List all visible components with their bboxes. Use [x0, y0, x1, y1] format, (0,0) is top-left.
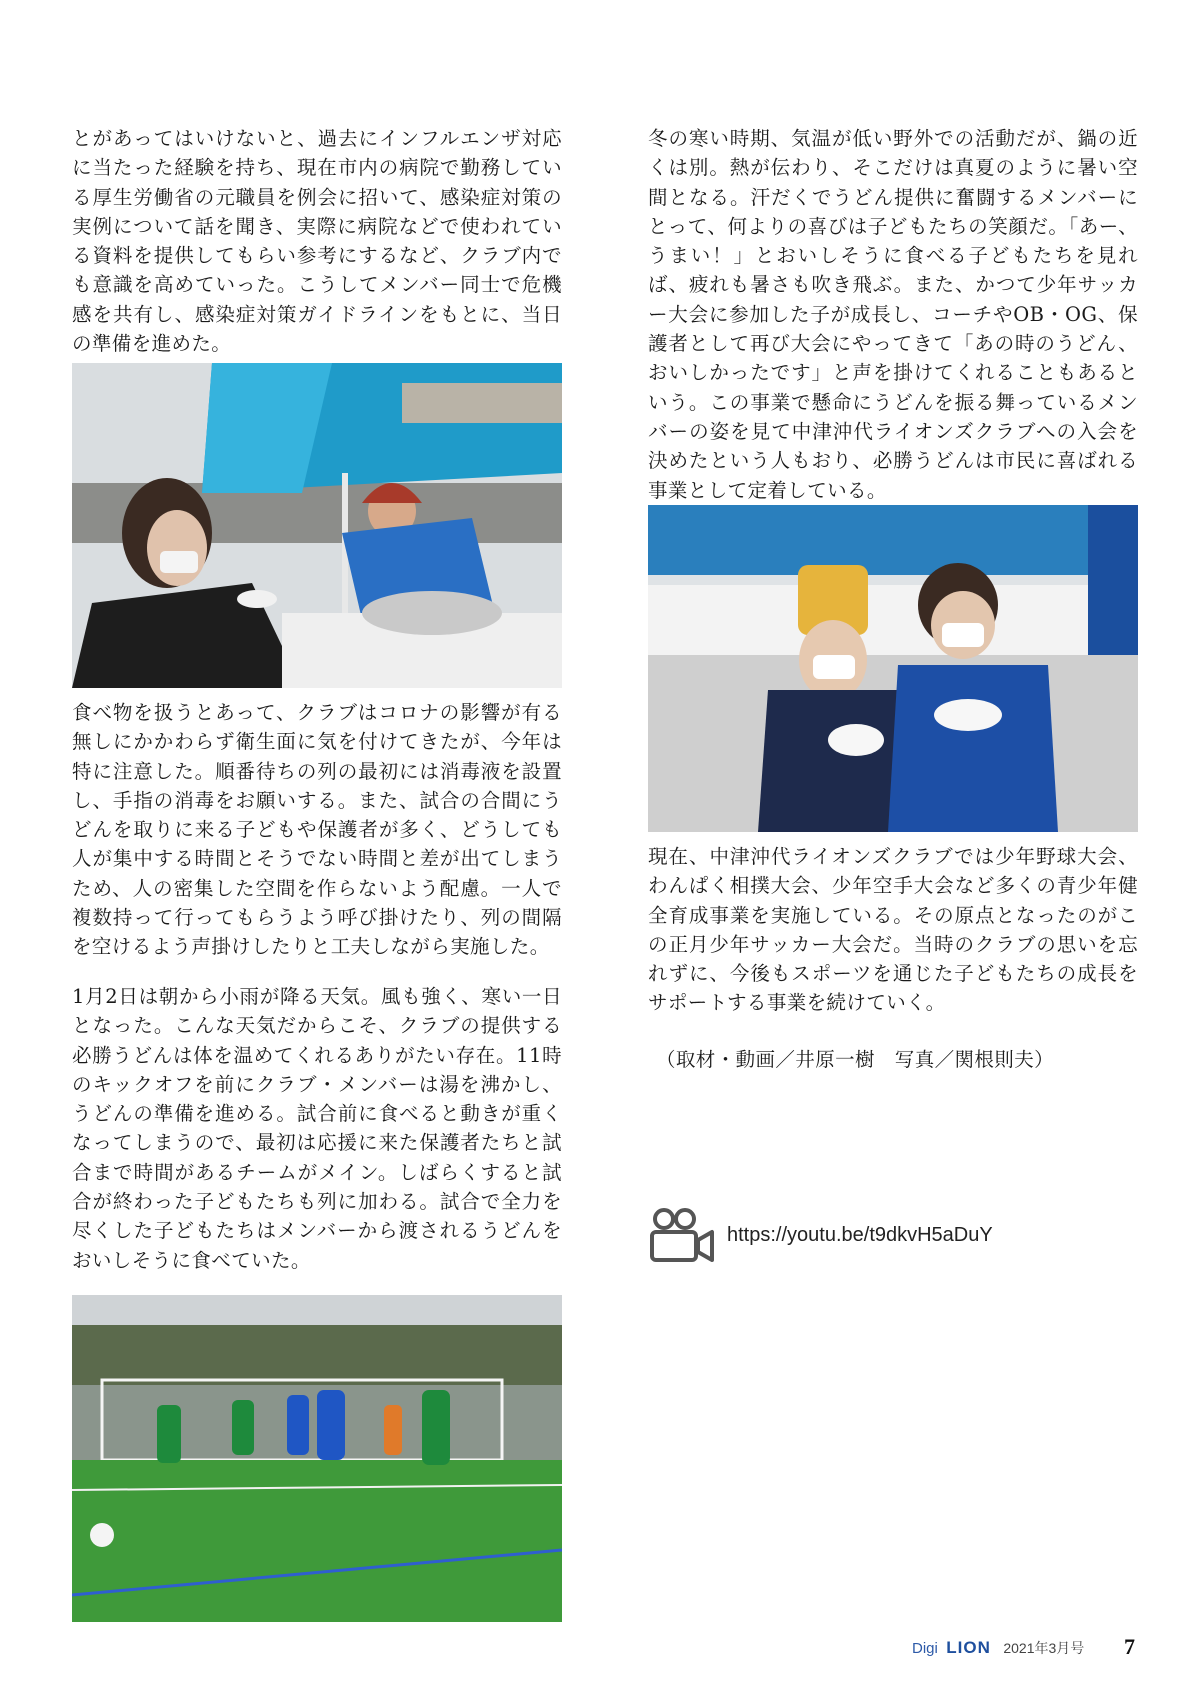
article-paragraph: 冬の寒い時期、気温が低い野外での活動だが、鍋の近くは別。熱が伝わり、そこだけは真夏のように暑い空間となる。汗だくでうどん提供に奮闘するメンバーにとって、何よりの喜びは子どもたちの笑顔だ。「あー、うまい！」とおいしそうに食べる子どもたちを見れば、疲れも暑さも吹き飛ぶ。また、かつて少年サッカー大会に参加した子が成長し、コーチやOB・OG、保護者として再び大会にやってきて「あの時のうどん、おいしかったです」と声を掛けてくれることもあるという。この事業で懸命にうどんを振る舞っているメンバーの姿を見て中津沖代ライオンズクラブへの入会を決めたという人もおり、必勝うどんは市民に喜ばれる事業として定着している。	[648, 127, 1138, 502]
video-camera-icon	[648, 1208, 716, 1264]
photo-udon-serving	[72, 363, 562, 688]
article-paragraph: 1月2日は朝から小雨が降る天気。風も強く、寒い一日となった。こんな天気だからこそ、クラブの提供する必勝うどんは体を温めてくれるありがたい存在。11時のキックオフを前にクラブ・メンバーは湯を沸かし、うどんの準備を進める。試合前に食べると動きが重くなってしまうので、最初は応援に来た保護者たちと試合まで時間があるチームがメイン。しばらくすると試合が終わった子どもたちも列に加わる。試合で全力を尽くした子どもたちはメンバーから渡されるうどんをおいしそうに食べていた。	[72, 985, 562, 1272]
video-link[interactable]: https://youtu.be/t9dkvH5aDuY	[727, 1224, 993, 1246]
magazine-name-digi: Digi	[912, 1640, 938, 1657]
photo-children-eating	[648, 505, 1138, 832]
page-number: 7	[1124, 1634, 1135, 1659]
magazine-issue: 2021年3月号	[1003, 1640, 1085, 1656]
magazine-name-lion: LION	[946, 1638, 991, 1657]
footer-magazine-info	[912, 1638, 1084, 1662]
article-paragraph: とがあってはいけないと、過去にインフルエンザ対応に当たった経験を持ち、現在市内の病院で勤務している厚生労働省の元職員を例会に招いて、感染症対策の実例について話を聞き、実際に病院などで使われている資料を提供してもらい参考にするなど、クラブ内でも意識を高めていった。こうしてメンバー同士で危機感を共有し、感染症対策ガイドラインをもとに、当日の準備を進めた。	[72, 127, 562, 356]
photo-soccer-match	[72, 1295, 562, 1622]
photo-credit: （取材・動画／井原一樹 写真／関根則夫）	[656, 1048, 1055, 1071]
article-paragraph: 食べ物を扱うとあって、クラブはコロナの影響が有る無しにかかわらず衛生面に気を付けてきたが、今年は特に注意した。順番待ちの列の最初には消毒液を設置し、手指の消毒をお願いする。また、試合の合間にうどんを取りに来る子どもや保護者が多く、どうしても人が集中する時間とそうでない時間と差が出てしまうため、人の密集した空間を作らないよう配慮。一人で複数持って行ってもらうよう呼び掛けたり、列の間隔を空けるよう声掛けしたりと工夫しながら実施した。	[72, 701, 562, 959]
article-paragraph: 現在、中津沖代ライオンズクラブでは少年野球大会、わんぱく相撲大会、少年空手大会など多くの青少年健全育成事業を実施している。その原点となったのがこの正月少年サッカー大会だ。当時のクラブの思いを忘れずに、今後もスポーツを通じた子どもたちの成長をサポートする事業を続けていく。	[648, 845, 1138, 1015]
